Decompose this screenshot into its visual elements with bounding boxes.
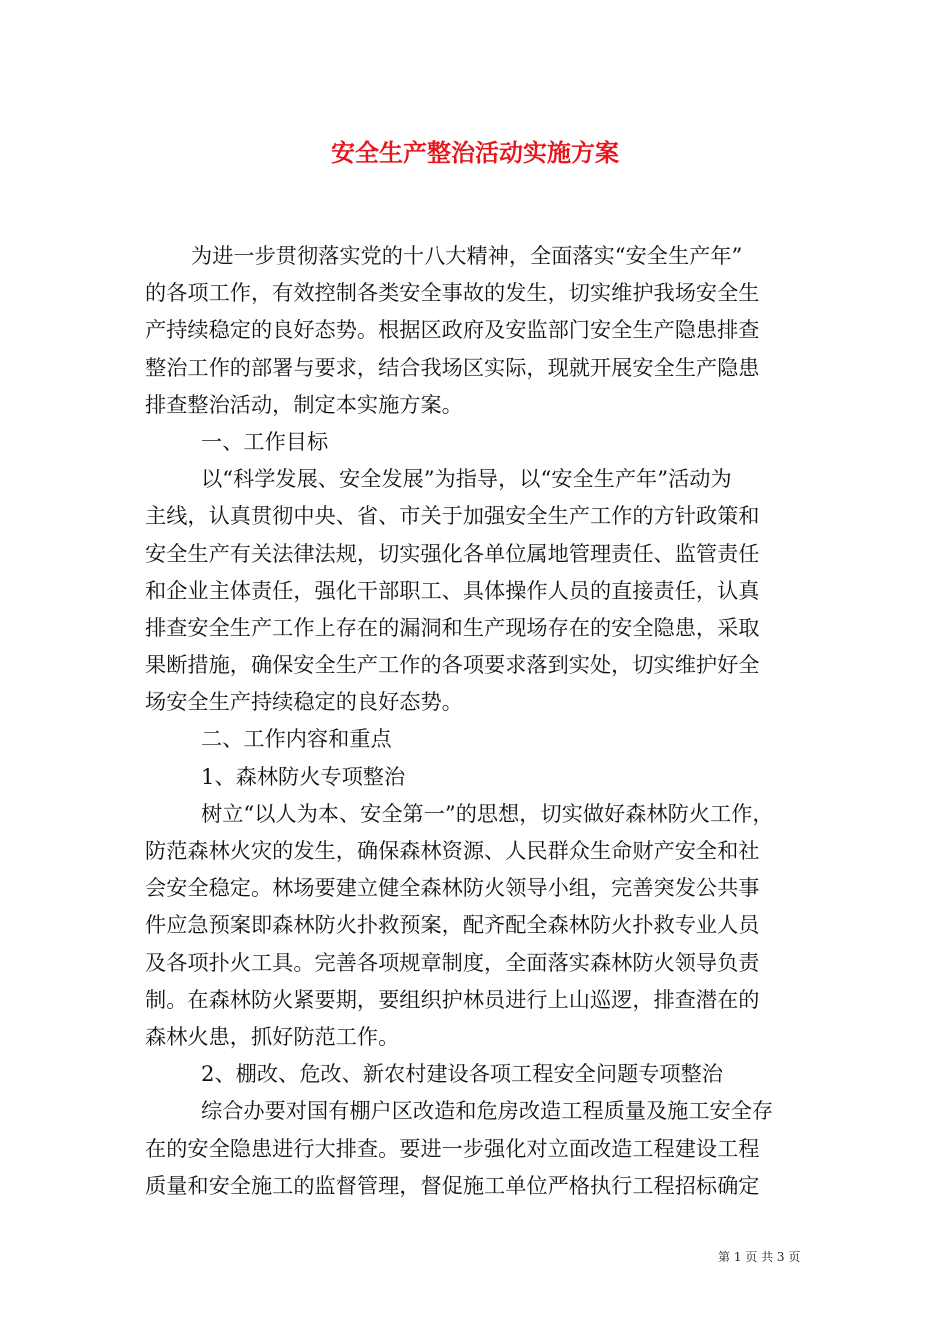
section-heading: 二、工作内容和重点 xyxy=(201,726,392,752)
paragraph-line: 为进一步贯彻落实党的十八大精神，全面落实“安全生产年” xyxy=(191,243,743,268)
paragraph-line: 在的安全隐患进行大排查。要进一步强化对立面改造工程建设工程 xyxy=(145,1135,760,1161)
paragraph-line: 排查安全生产工作上存在的漏洞和生产现场存在的安全隐患，采取 xyxy=(145,614,760,640)
subsection-heading: 2、棚改、危改、新农村建设各项工程安全问题专项整治 xyxy=(201,1061,723,1087)
paragraph-line: 质量和安全施工的监督管理，督促施工单位严格执行工程招标确定 xyxy=(145,1172,760,1198)
paragraph-line: 产持续稳定的良好态势。根据区政府及安监部门安全生产隐患排查 xyxy=(145,317,760,343)
paragraph-line: 综合办要对国有棚户区改造和危房改造工程质量及施工安全存 xyxy=(201,1098,774,1124)
paragraph-line: 树立“以人为本、安全第一”的思想，切实做好森林防火工作， xyxy=(201,800,774,826)
paragraph-line: 场安全生产持续稳定的良好态势。 xyxy=(145,689,463,715)
paragraph-line: 整治工作的部署与要求，结合我场区实际，现就开展安全生产隐患 xyxy=(145,354,760,380)
page-number: 第 1 页 共 3 页 xyxy=(718,1250,801,1264)
paragraph-line: 及各项扑火工具。完善各项规章制度，全面落实森林防火领导负责 xyxy=(145,949,760,975)
paragraph-line: 排查整治活动，制定本实施方案。 xyxy=(145,391,463,417)
paragraph-line: 以“科学发展、安全发展”为指导，以“安全生产年”活动为 xyxy=(201,466,732,492)
paragraph-line: 制。在森林防火紧要期，要组织护林员进行上山巡逻，排查潜在的 xyxy=(145,986,760,1012)
paragraph-line: 和企业主体责任，强化干部职工、具体操作人员的直接责任，认真 xyxy=(145,577,760,603)
paragraph-line: 主线，认真贯彻中央、省、市关于加强安全生产工作的方针政策和 xyxy=(145,503,760,529)
paragraph-line: 件应急预案即森林防火扑救预案，配齐配全森林防火扑救专业人员 xyxy=(145,912,760,938)
paragraph-line: 安全生产有关法律法规，切实强化各单位属地管理责任、监管责任 xyxy=(145,540,760,566)
paragraph-line: 防范森林火灾的发生，确保森林资源、人民群众生命财产安全和社 xyxy=(145,838,760,863)
paragraph-line: 森林火患，抓好防范工作。 xyxy=(145,1023,400,1049)
subsection-heading: 1、森林防火专项整治 xyxy=(201,763,406,789)
section-heading: 一、工作目标 xyxy=(201,428,329,454)
paragraph-line: 果断措施，确保安全生产工作的各项要求落到实处，切实维护好全 xyxy=(145,652,760,678)
document-title: 安全生产整治活动实施方案 xyxy=(331,138,619,167)
paragraph-line: 的各项工作，有效控制各类安全事故的发生，切实维护我场安全生 xyxy=(145,280,760,306)
paragraph-line: 会安全稳定。林场要建立健全森林防火领导小组，完善突发公共事 xyxy=(145,875,760,901)
document-body xyxy=(145,237,810,1204)
